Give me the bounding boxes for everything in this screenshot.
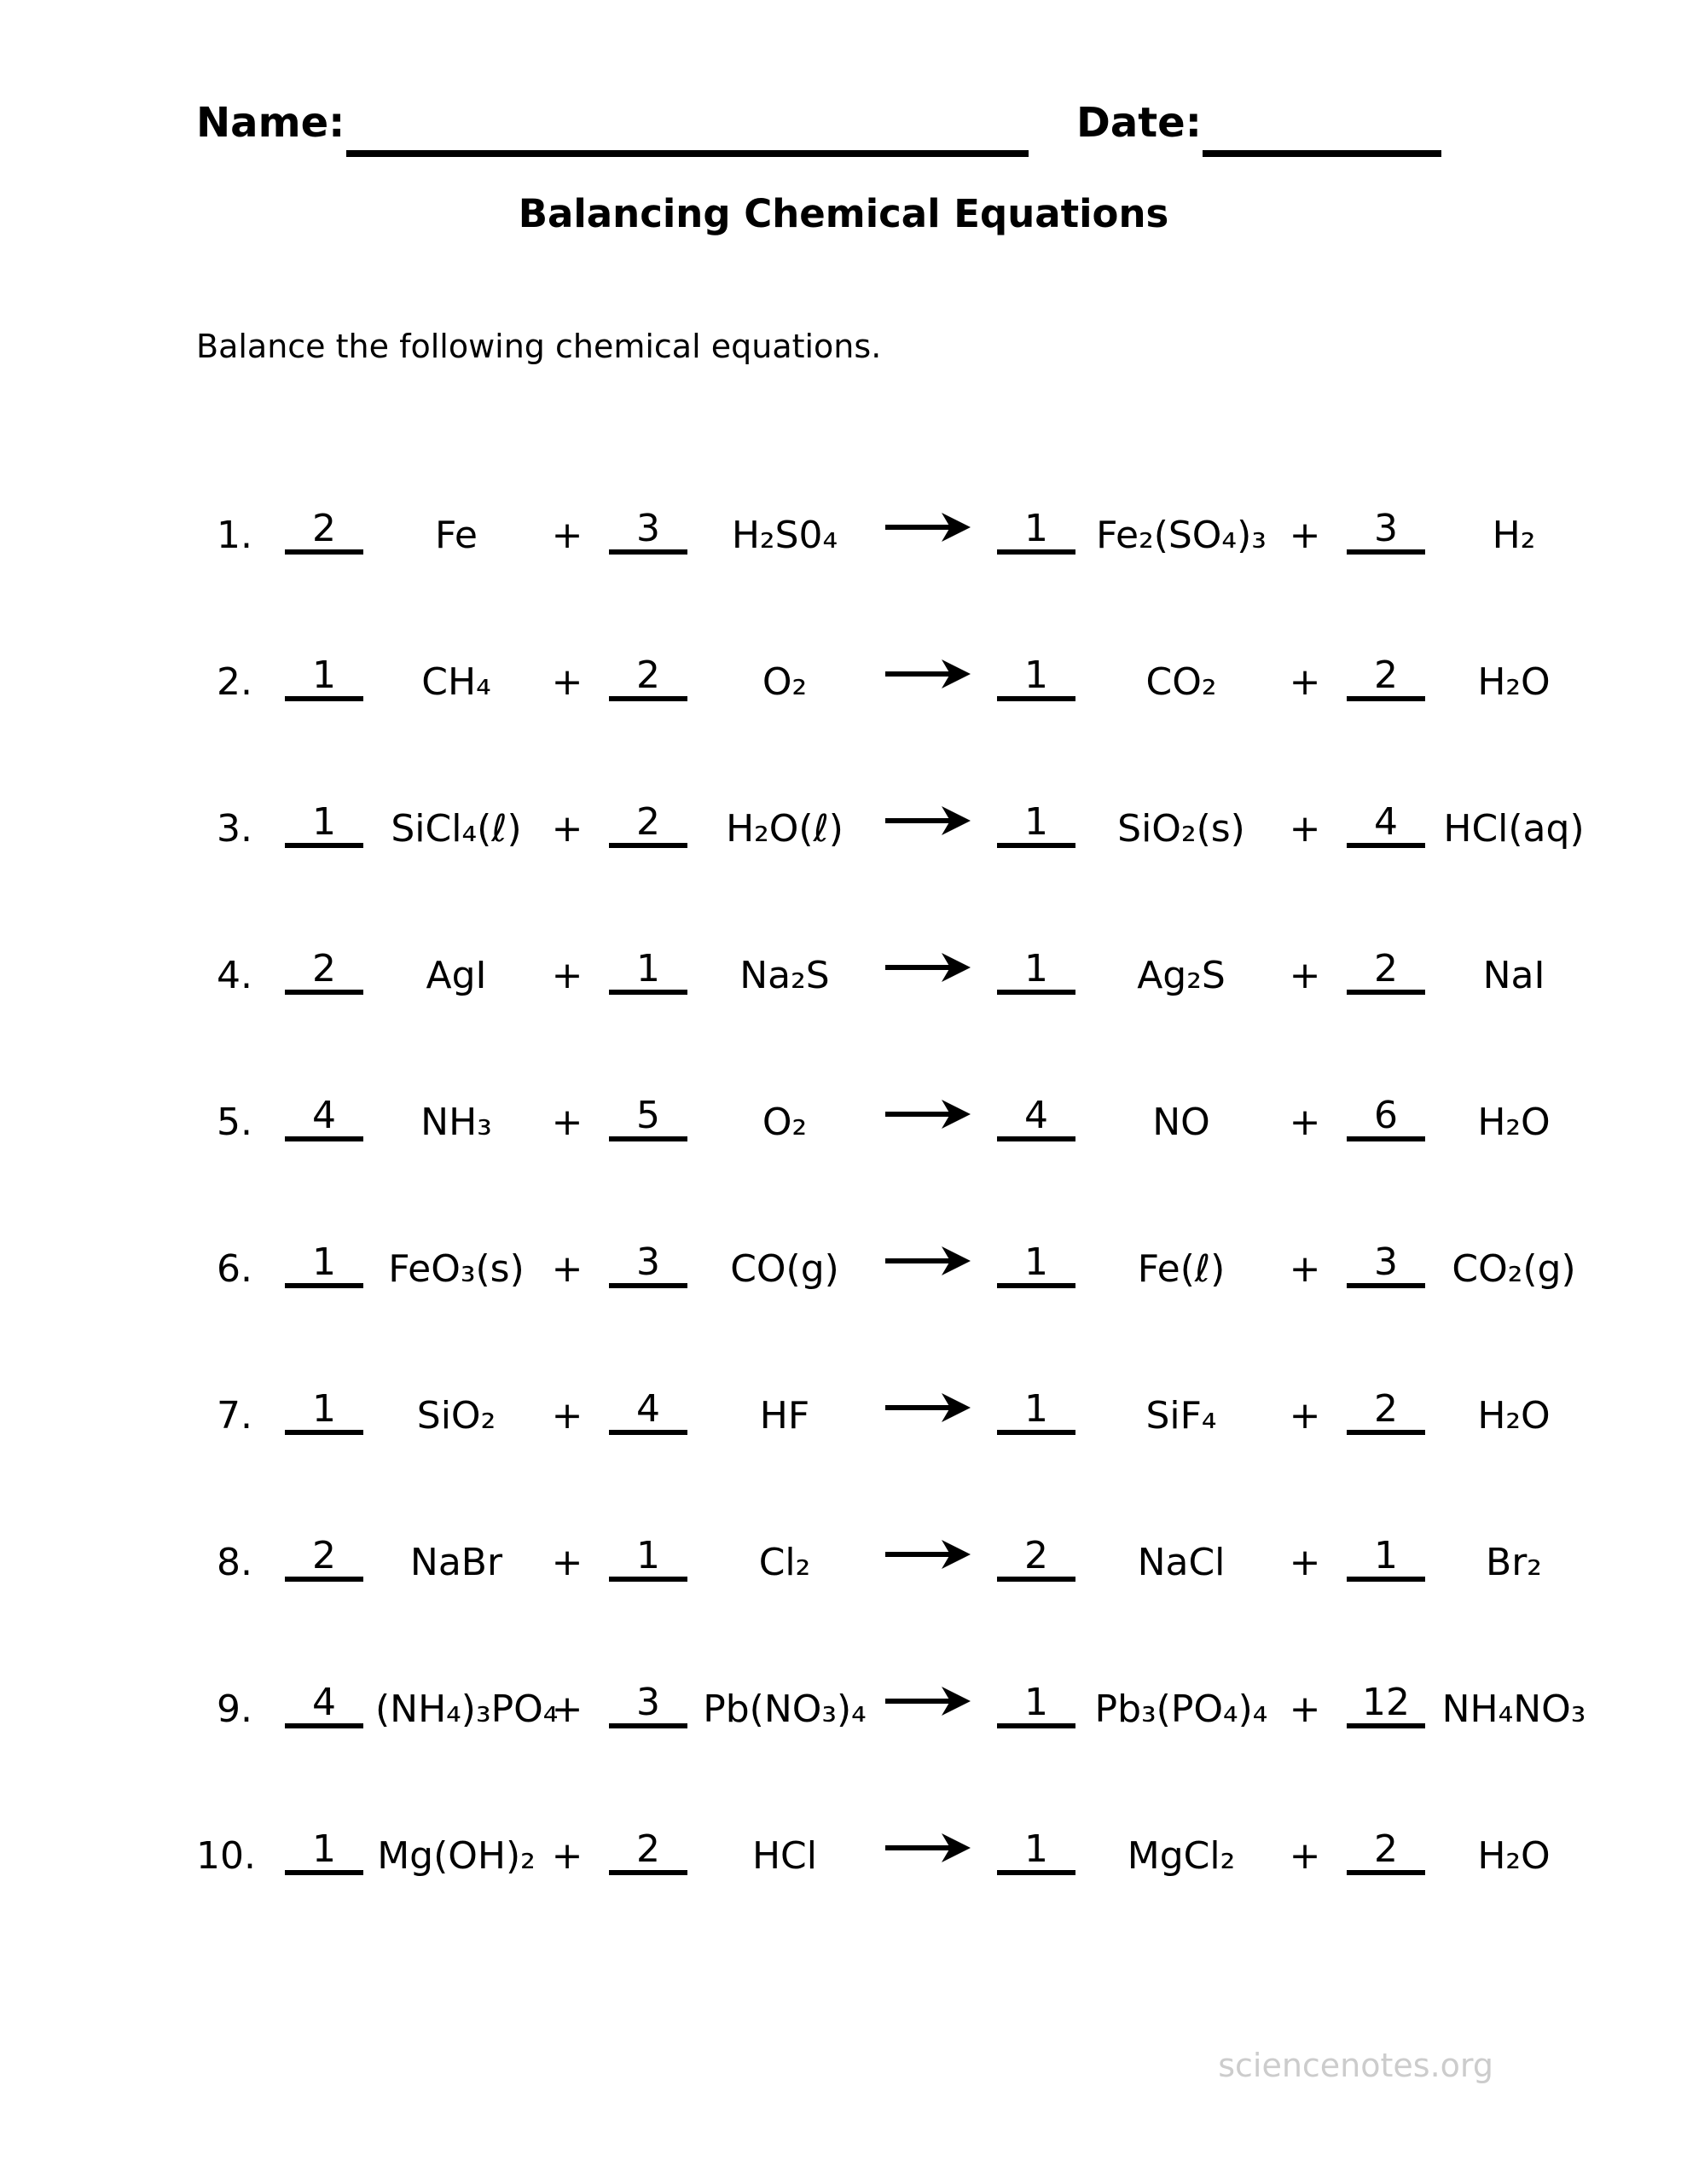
equation-row <box>196 1141 1578 1291</box>
plus-sign: + <box>551 807 583 851</box>
reactant-2-formula: O₂ <box>762 1101 808 1144</box>
equation-row <box>196 555 1578 704</box>
plus-sign: + <box>1289 1101 1321 1144</box>
plus-sign: + <box>1289 660 1321 704</box>
product-1-coefficient: 1 <box>997 950 1075 995</box>
product-1-formula: NO <box>1152 1101 1210 1144</box>
name-label: Name: <box>196 99 345 147</box>
product-2-coefficient: 4 <box>1347 804 1425 848</box>
product-2-coefficient: 2 <box>1347 950 1425 995</box>
reactant-1-coefficient: 1 <box>285 657 363 701</box>
equation-number: 6. <box>217 1247 252 1291</box>
yields-arrow-icon <box>870 952 985 995</box>
reactant-1-coefficient-blank <box>273 1240 375 1288</box>
reactant-1-coefficient-blank <box>273 1534 375 1582</box>
equation-row <box>196 1582 1586 1731</box>
equation-number: 7. <box>217 1394 252 1438</box>
product-2-coefficient-blank <box>1335 800 1437 848</box>
reactant-1-coefficient: 2 <box>285 510 363 555</box>
equation-number: 10. <box>196 1834 256 1878</box>
plus-sign: + <box>1289 1247 1321 1291</box>
product-2-formula: H₂ <box>1492 514 1536 557</box>
product-1-formula: Pb₃(PO₄)₄ <box>1094 1687 1268 1731</box>
reactant-2-formula: HCl <box>751 1834 818 1878</box>
product-1-formula: SiO₂(s) <box>1117 807 1245 851</box>
instruction-text: Balance the following chemical equations. <box>196 328 882 365</box>
product-1-formula: NaCl <box>1137 1541 1226 1584</box>
reactant-2-formula: CO(g) <box>730 1247 839 1291</box>
product-2-formula: NaI <box>1482 954 1545 997</box>
plus-sign: + <box>1289 514 1321 557</box>
plus-sign: + <box>551 1101 583 1144</box>
product-1-coefficient-blank <box>985 653 1087 701</box>
reactant-1-coefficient: 4 <box>285 1097 363 1141</box>
equation-number: 2. <box>217 660 252 704</box>
equation-row <box>196 408 1578 555</box>
product-1-coefficient: 1 <box>997 1391 1075 1435</box>
product-2-coefficient-blank <box>1335 653 1437 701</box>
product-2-coefficient: 12 <box>1347 1684 1425 1728</box>
reactant-1-coefficient: 2 <box>285 950 363 995</box>
reactant-1-formula: NH₃ <box>420 1101 492 1144</box>
equation-row <box>196 1288 1578 1438</box>
yields-arrow-icon <box>870 1246 985 1288</box>
equation-row <box>196 1728 1578 1878</box>
reactant-2-formula: Cl₂ <box>758 1541 811 1584</box>
reactant-1-coefficient-blank <box>273 1681 375 1728</box>
product-2-coefficient: 6 <box>1347 1097 1425 1141</box>
reactant-1-coefficient-blank <box>273 1387 375 1435</box>
reactant-2-coefficient-blank <box>597 1534 699 1582</box>
page-title: Balancing Chemical Equations <box>518 191 1169 236</box>
plus-sign: + <box>551 1541 583 1584</box>
product-1-coefficient-blank <box>985 1681 1087 1728</box>
product-1-formula: Fe(ℓ) <box>1137 1247 1226 1291</box>
equation-number: 5. <box>217 1101 252 1144</box>
reactant-1-coefficient-blank <box>273 507 375 555</box>
reactant-2-coefficient: 1 <box>609 1537 687 1582</box>
equations-list <box>196 408 1586 1878</box>
product-1-coefficient-blank <box>985 947 1087 995</box>
reactant-2-coefficient: 1 <box>609 950 687 995</box>
reactant-1-coefficient-blank <box>273 1827 375 1875</box>
product-1-coefficient-blank <box>985 1094 1087 1141</box>
equation-row <box>196 848 1578 995</box>
reactant-1-coefficient-blank <box>273 653 375 701</box>
reactant-2-coefficient: 2 <box>609 657 687 701</box>
product-2-coefficient-blank <box>1335 1387 1437 1435</box>
yields-arrow-icon <box>870 1392 985 1435</box>
product-2-formula: HCl(aq) <box>1443 807 1585 851</box>
product-1-coefficient-blank <box>985 1240 1087 1288</box>
product-2-formula: CO₂(g) <box>1452 1247 1576 1291</box>
reactant-1-coefficient: 4 <box>285 1684 363 1728</box>
date-label: Date: <box>1076 99 1202 147</box>
reactant-2-coefficient: 3 <box>609 1684 687 1728</box>
plus-sign: + <box>551 514 583 557</box>
equation-number: 1. <box>217 514 252 557</box>
product-1-coefficient: 1 <box>997 657 1075 701</box>
product-1-formula: Fe₂(SO₄)₃ <box>1096 514 1267 557</box>
product-2-coefficient: 3 <box>1347 510 1425 555</box>
reactant-1-formula: Mg(OH)₂ <box>377 1834 536 1878</box>
product-2-coefficient-blank <box>1335 947 1437 995</box>
reactant-2-coefficient-blank <box>597 1240 699 1288</box>
product-2-coefficient-blank <box>1335 1534 1437 1582</box>
reactant-1-formula: CH₄ <box>421 660 491 704</box>
yields-arrow-icon <box>870 659 985 701</box>
yields-arrow-icon <box>870 1539 985 1582</box>
product-1-formula: Ag₂S <box>1137 954 1226 997</box>
product-1-coefficient-blank <box>985 1534 1087 1582</box>
product-1-coefficient-blank <box>985 507 1087 555</box>
product-2-coefficient-blank <box>1335 1240 1437 1288</box>
date-blank-line <box>1203 150 1441 157</box>
plus-sign: + <box>551 1687 583 1731</box>
product-1-coefficient: 1 <box>997 1831 1075 1875</box>
reactant-2-formula: H₂S0₄ <box>731 514 838 557</box>
product-2-coefficient-blank <box>1335 1094 1437 1141</box>
product-2-coefficient: 2 <box>1347 1391 1425 1435</box>
source-watermark: sciencenotes.org <box>1218 2047 1493 2084</box>
product-2-formula: H₂O <box>1477 1834 1551 1878</box>
reactant-1-formula: SiO₂ <box>416 1394 496 1438</box>
equation-number: 8. <box>217 1541 252 1584</box>
reactant-1-coefficient: 1 <box>285 1391 363 1435</box>
plus-sign: + <box>551 1247 583 1291</box>
product-1-coefficient: 1 <box>997 1244 1075 1288</box>
reactant-1-coefficient-blank <box>273 1094 375 1141</box>
plus-sign: + <box>551 1834 583 1878</box>
yields-arrow-icon <box>870 1833 985 1875</box>
reactant-2-formula: Na₂S <box>739 954 830 997</box>
reactant-1-formula: SiCl₄(ℓ) <box>391 807 522 851</box>
plus-sign: + <box>1289 1541 1321 1584</box>
plus-sign: + <box>1289 1394 1321 1438</box>
reactant-1-formula: NaBr <box>409 1541 503 1584</box>
reactant-1-coefficient-blank <box>273 947 375 995</box>
reactant-2-coefficient-blank <box>597 800 699 848</box>
product-2-coefficient: 1 <box>1347 1537 1425 1582</box>
reactant-2-coefficient-blank <box>597 947 699 995</box>
equation-number: 3. <box>217 807 252 851</box>
reactant-1-coefficient-blank <box>273 800 375 848</box>
product-2-formula: H₂O <box>1477 1394 1551 1438</box>
equation-row <box>196 701 1585 851</box>
product-1-formula: CO₂ <box>1145 660 1217 704</box>
equation-row <box>196 995 1578 1144</box>
reactant-1-coefficient: 1 <box>285 804 363 848</box>
reactant-1-formula: FeO₃(s) <box>388 1247 525 1291</box>
reactant-1-formula: Fe <box>435 514 478 557</box>
product-2-coefficient: 2 <box>1347 1831 1425 1875</box>
product-1-coefficient-blank <box>985 1827 1087 1875</box>
equation-number: 9. <box>217 1687 252 1731</box>
reactant-2-coefficient-blank <box>597 1387 699 1435</box>
product-2-coefficient-blank <box>1335 1827 1437 1875</box>
plus-sign: + <box>551 660 583 704</box>
reactant-2-coefficient: 4 <box>609 1391 687 1435</box>
reactant-1-formula: AgI <box>426 954 487 997</box>
product-2-coefficient-blank <box>1335 1681 1437 1728</box>
plus-sign: + <box>1289 1687 1321 1731</box>
product-2-formula: H₂O <box>1477 1101 1551 1144</box>
product-1-coefficient: 1 <box>997 804 1075 848</box>
yields-arrow-icon <box>870 805 985 848</box>
reactant-1-coefficient: 1 <box>285 1831 363 1875</box>
reactant-2-coefficient-blank <box>597 1681 699 1728</box>
name-blank-line <box>346 150 1029 157</box>
plus-sign: + <box>551 954 583 997</box>
reactant-2-coefficient: 5 <box>609 1097 687 1141</box>
reactant-2-formula: O₂ <box>762 660 808 704</box>
reactant-2-formula: HF <box>759 1394 810 1438</box>
product-2-coefficient: 2 <box>1347 657 1425 701</box>
yields-arrow-icon <box>870 1099 985 1141</box>
reactant-1-coefficient: 2 <box>285 1537 363 1582</box>
product-1-coefficient: 1 <box>997 510 1075 555</box>
product-2-formula: H₂O <box>1477 660 1551 704</box>
reactant-2-coefficient-blank <box>597 653 699 701</box>
yields-arrow-icon <box>870 512 985 555</box>
reactant-2-coefficient-blank <box>597 1827 699 1875</box>
product-1-coefficient: 1 <box>997 1684 1075 1728</box>
plus-sign: + <box>1289 954 1321 997</box>
reactant-1-coefficient: 1 <box>285 1244 363 1288</box>
reactant-2-coefficient: 2 <box>609 1831 687 1875</box>
yields-arrow-icon <box>870 1686 985 1728</box>
product-1-coefficient: 4 <box>997 1097 1075 1141</box>
plus-sign: + <box>1289 807 1321 851</box>
reactant-2-coefficient: 2 <box>609 804 687 848</box>
reactant-1-formula: (NH₄)₃PO₄ <box>375 1687 559 1731</box>
product-1-coefficient: 2 <box>997 1537 1075 1582</box>
product-1-coefficient-blank <box>985 800 1087 848</box>
product-2-formula: Br₂ <box>1486 1541 1542 1584</box>
product-1-coefficient-blank <box>985 1387 1087 1435</box>
reactant-2-coefficient: 3 <box>609 510 687 555</box>
product-1-formula: MgCl₂ <box>1127 1834 1236 1878</box>
plus-sign: + <box>1289 1834 1321 1878</box>
reactant-2-coefficient-blank <box>597 507 699 555</box>
product-2-formula: NH₄NO₃ <box>1441 1687 1586 1731</box>
reactant-2-formula: H₂O(ℓ) <box>726 807 844 851</box>
product-1-formula: SiF₄ <box>1145 1394 1217 1438</box>
equation-row <box>196 1435 1578 1582</box>
product-2-coefficient-blank <box>1335 507 1437 555</box>
reactant-2-coefficient: 3 <box>609 1244 687 1288</box>
product-2-coefficient: 3 <box>1347 1244 1425 1288</box>
equation-number: 4. <box>217 954 252 997</box>
plus-sign: + <box>551 1394 583 1438</box>
reactant-2-coefficient-blank <box>597 1094 699 1141</box>
reactant-2-formula: Pb(NO₃)₄ <box>703 1687 867 1731</box>
